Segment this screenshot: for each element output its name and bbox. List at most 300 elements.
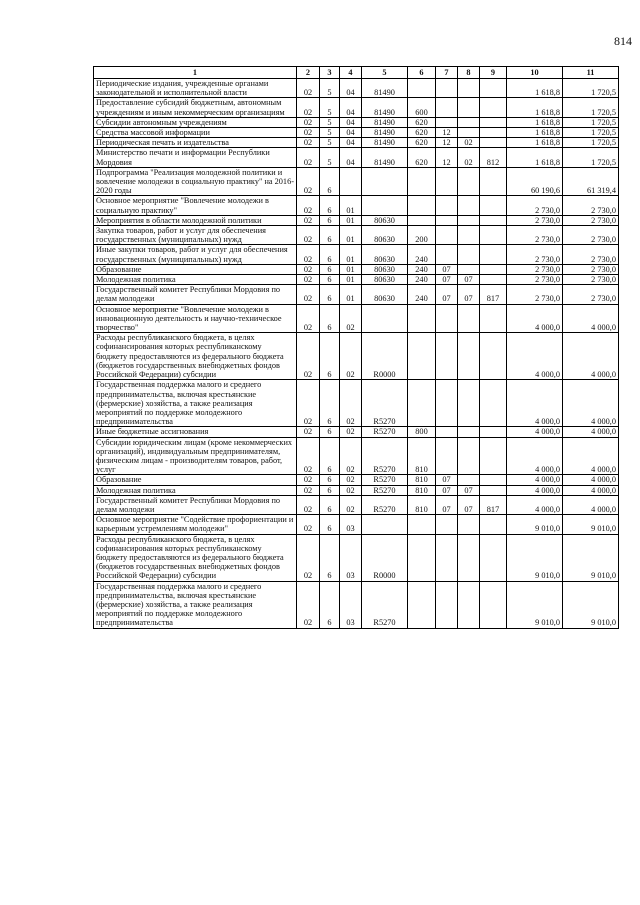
- code-cell: 600: [408, 98, 436, 117]
- code-cell: 02: [297, 275, 320, 285]
- code-cell: 02: [340, 380, 362, 427]
- code-cell: [408, 304, 436, 333]
- amount-cell: 4 000,0: [507, 304, 563, 333]
- code-cell: 01: [340, 285, 362, 304]
- code-cell: [458, 226, 480, 245]
- name-cell: Мероприятия в области молодежной политики: [94, 215, 297, 225]
- amount-cell: 2 730,0: [507, 215, 563, 225]
- amount-cell: 61 319,4: [563, 167, 619, 196]
- code-cell: [436, 304, 458, 333]
- table-row: [94, 333, 619, 380]
- amount-cell: 9 010,0: [507, 515, 563, 534]
- code-cell: 81490: [362, 117, 408, 127]
- code-cell: 810: [408, 437, 436, 475]
- code-cell: [480, 226, 507, 245]
- name-cell: Основное мероприятие "Вовлечение молодежи в инновационную деятельность и научно-техническое творчество": [94, 304, 297, 333]
- code-cell: [458, 581, 480, 628]
- code-cell: [436, 427, 458, 437]
- code-cell: 12: [436, 138, 458, 148]
- code-cell: 02: [458, 148, 480, 167]
- table-row: [94, 215, 619, 225]
- code-cell: 81490: [362, 138, 408, 148]
- code-cell: 02: [297, 167, 320, 196]
- table-row: [94, 380, 619, 427]
- code-cell: [458, 534, 480, 581]
- code-cell: 02: [297, 79, 320, 98]
- code-cell: 02: [297, 245, 320, 264]
- code-cell: [408, 380, 436, 427]
- name-cell: Министерство печати и информации Республики Мордовия: [94, 148, 297, 167]
- code-cell: 620: [408, 148, 436, 167]
- code-cell: 02: [297, 437, 320, 475]
- code-cell: [436, 534, 458, 581]
- name-cell: Государственная поддержка малого и среднего предпринимательства, включая крестьянские (фермерские) хозяйства, а также реализация мероприятий по поддержке молодежного предпринимательства: [94, 581, 297, 628]
- code-cell: 6: [320, 264, 340, 274]
- code-cell: [340, 167, 362, 196]
- code-cell: [436, 515, 458, 534]
- code-cell: 5: [320, 128, 340, 138]
- header-cell: 11: [563, 67, 619, 79]
- code-cell: 01: [340, 245, 362, 264]
- code-cell: 6: [320, 333, 340, 380]
- table-row: [94, 98, 619, 117]
- code-cell: [480, 515, 507, 534]
- amount-cell: 2 730,0: [563, 215, 619, 225]
- amount-cell: 4 000,0: [507, 485, 563, 495]
- code-cell: [480, 245, 507, 264]
- code-cell: 02: [297, 128, 320, 138]
- code-cell: 12: [436, 148, 458, 167]
- header-cell: 1: [94, 67, 297, 79]
- code-cell: 02: [297, 264, 320, 274]
- name-cell: Государственный комитет Республики Мордовия по делам молодежи: [94, 285, 297, 304]
- name-cell: Средства массовой информации: [94, 128, 297, 138]
- code-cell: [408, 215, 436, 225]
- code-cell: [480, 275, 507, 285]
- code-cell: [458, 304, 480, 333]
- code-cell: 6: [320, 304, 340, 333]
- code-cell: 5: [320, 79, 340, 98]
- code-cell: [408, 581, 436, 628]
- name-cell: Иные закупки товаров, работ и услуг для обеспечения государственных (муниципальных) нужд: [94, 245, 297, 264]
- header-cell: 6: [408, 67, 436, 79]
- code-cell: 02: [458, 138, 480, 148]
- code-cell: 04: [340, 128, 362, 138]
- header-cell: 3: [320, 67, 340, 79]
- amount-cell: 4 000,0: [563, 380, 619, 427]
- amount-cell: 1 720,5: [563, 98, 619, 117]
- code-cell: 02: [297, 138, 320, 148]
- amount-cell: 2 730,0: [507, 245, 563, 264]
- code-cell: 02: [297, 475, 320, 485]
- code-cell: 6: [320, 581, 340, 628]
- code-cell: [436, 79, 458, 98]
- header-cell: 5: [362, 67, 408, 79]
- code-cell: 02: [297, 485, 320, 495]
- code-cell: 04: [340, 148, 362, 167]
- code-cell: 240: [408, 245, 436, 264]
- amount-cell: 9 010,0: [563, 534, 619, 581]
- code-cell: R5270: [362, 380, 408, 427]
- code-cell: 07: [436, 485, 458, 495]
- code-cell: [436, 333, 458, 380]
- table-row: [94, 148, 619, 167]
- amount-cell: 2 730,0: [563, 285, 619, 304]
- code-cell: 02: [297, 333, 320, 380]
- amount-cell: 1 618,8: [507, 128, 563, 138]
- table-row: [94, 167, 619, 196]
- amount-cell: 9 010,0: [507, 581, 563, 628]
- code-cell: [480, 98, 507, 117]
- code-cell: [362, 167, 408, 196]
- code-cell: 817: [480, 495, 507, 514]
- code-cell: [458, 437, 480, 475]
- code-cell: 80630: [362, 285, 408, 304]
- amount-cell: 1 720,5: [563, 138, 619, 148]
- amount-cell: 2 730,0: [507, 264, 563, 274]
- amount-cell: 4 000,0: [507, 333, 563, 380]
- amount-cell: 2 730,0: [563, 226, 619, 245]
- code-cell: [458, 475, 480, 485]
- amount-cell: 4 000,0: [563, 333, 619, 380]
- code-cell: R0000: [362, 534, 408, 581]
- amount-cell: 1 618,8: [507, 138, 563, 148]
- code-cell: [480, 427, 507, 437]
- code-cell: [436, 437, 458, 475]
- name-cell: Периодические издания, учрежденные органами законодательной и исполнительной власти: [94, 79, 297, 98]
- code-cell: 6: [320, 285, 340, 304]
- table-row: [94, 196, 619, 215]
- code-cell: [480, 333, 507, 380]
- code-cell: 02: [297, 427, 320, 437]
- table-row: [94, 515, 619, 534]
- code-cell: [362, 304, 408, 333]
- code-cell: [480, 79, 507, 98]
- amount-cell: 9 010,0: [563, 515, 619, 534]
- code-cell: [436, 117, 458, 127]
- code-cell: 02: [297, 495, 320, 514]
- table-row: [94, 437, 619, 475]
- header-cell: 2: [297, 67, 320, 79]
- code-cell: 01: [340, 226, 362, 245]
- code-cell: [480, 581, 507, 628]
- amount-cell: 1 618,8: [507, 79, 563, 98]
- code-cell: 02: [297, 515, 320, 534]
- amount-cell: 2 730,0: [507, 226, 563, 245]
- amount-cell: 2 730,0: [563, 196, 619, 215]
- code-cell: 6: [320, 380, 340, 427]
- code-cell: [362, 196, 408, 215]
- code-cell: [480, 264, 507, 274]
- code-cell: 6: [320, 196, 340, 215]
- budget-table-body: [94, 79, 619, 629]
- code-cell: 240: [408, 285, 436, 304]
- code-cell: 810: [408, 495, 436, 514]
- code-cell: 02: [297, 534, 320, 581]
- code-cell: [458, 515, 480, 534]
- header-cell: 7: [436, 67, 458, 79]
- code-cell: 5: [320, 148, 340, 167]
- code-cell: [436, 581, 458, 628]
- code-cell: 5: [320, 117, 340, 127]
- code-cell: 810: [408, 485, 436, 495]
- code-cell: 812: [480, 148, 507, 167]
- code-cell: R0000: [362, 333, 408, 380]
- code-cell: [480, 167, 507, 196]
- code-cell: 80630: [362, 264, 408, 274]
- code-cell: [458, 167, 480, 196]
- code-cell: [458, 215, 480, 225]
- table-row: [94, 285, 619, 304]
- code-cell: 12: [436, 128, 458, 138]
- code-cell: 02: [297, 148, 320, 167]
- code-cell: 07: [436, 475, 458, 485]
- code-cell: 07: [436, 495, 458, 514]
- table-row: [94, 581, 619, 628]
- name-cell: Государственный комитет Республики Мордовия по делам молодежи: [94, 495, 297, 514]
- amount-cell: 1 720,5: [563, 117, 619, 127]
- amount-cell: 9 010,0: [563, 581, 619, 628]
- code-cell: 03: [340, 534, 362, 581]
- code-cell: 02: [340, 485, 362, 495]
- code-cell: 240: [408, 264, 436, 274]
- code-cell: [436, 245, 458, 264]
- amount-cell: 2 730,0: [563, 275, 619, 285]
- header-cell: 9: [480, 67, 507, 79]
- code-cell: 01: [340, 264, 362, 274]
- code-cell: 01: [340, 196, 362, 215]
- amount-cell: 4 000,0: [563, 475, 619, 485]
- name-cell: Закупка товаров, работ и услуг для обеспечения государственных (муниципальных) нужд: [94, 226, 297, 245]
- code-cell: 620: [408, 117, 436, 127]
- name-cell: Предоставление субсидий бюджетным, автономным учреждениям и иным некоммерческим организациям: [94, 98, 297, 117]
- code-cell: 07: [436, 264, 458, 274]
- code-cell: 81490: [362, 148, 408, 167]
- table-row: [94, 138, 619, 148]
- name-cell: Расходы республиканского бюджета, в целях софинансирования которых республиканскому бюджету предоставляются из федерального бюджета (бюджетов государственных внебюджетных фондов Российской Федерации) субсидии: [94, 534, 297, 581]
- code-cell: 6: [320, 534, 340, 581]
- name-cell: Образование: [94, 475, 297, 485]
- code-cell: [458, 128, 480, 138]
- table-row: [94, 117, 619, 127]
- amount-cell: 1 618,8: [507, 117, 563, 127]
- budget-table: [93, 66, 619, 629]
- code-cell: [458, 117, 480, 127]
- code-cell: 6: [320, 485, 340, 495]
- code-cell: [480, 304, 507, 333]
- table-row: [94, 475, 619, 485]
- code-cell: 620: [408, 128, 436, 138]
- code-cell: 04: [340, 98, 362, 117]
- code-cell: 6: [320, 437, 340, 475]
- code-cell: 02: [297, 304, 320, 333]
- code-cell: 6: [320, 245, 340, 264]
- table-row: [94, 128, 619, 138]
- code-cell: 01: [340, 215, 362, 225]
- name-cell: Субсидии юридическим лицам (кроме некоммерческих организаций), индивидуальным предпринимателям, физическим лицам - производителям товаров, работ, услуг: [94, 437, 297, 475]
- code-cell: 6: [320, 167, 340, 196]
- code-cell: [436, 380, 458, 427]
- code-cell: 02: [297, 226, 320, 245]
- table-row: [94, 495, 619, 514]
- code-cell: [480, 215, 507, 225]
- code-cell: [480, 380, 507, 427]
- amount-cell: 4 000,0: [507, 495, 563, 514]
- code-cell: [458, 98, 480, 117]
- code-cell: 07: [458, 495, 480, 514]
- code-cell: 03: [340, 515, 362, 534]
- code-cell: [480, 475, 507, 485]
- code-cell: 6: [320, 427, 340, 437]
- code-cell: 81490: [362, 128, 408, 138]
- name-cell: Основное мероприятие "Содействие профориентации и карьерным устремлениям молодежи": [94, 515, 297, 534]
- table-row: [94, 485, 619, 495]
- code-cell: 04: [340, 79, 362, 98]
- code-cell: [436, 215, 458, 225]
- name-cell: Основное мероприятие "Вовлечение молодежи в социальную практику": [94, 196, 297, 215]
- name-cell: Образование: [94, 264, 297, 274]
- code-cell: R5270: [362, 485, 408, 495]
- code-cell: [408, 167, 436, 196]
- code-cell: [408, 534, 436, 581]
- code-cell: [458, 333, 480, 380]
- name-cell: Молодежная политика: [94, 275, 297, 285]
- code-cell: 810: [408, 475, 436, 485]
- code-cell: 6: [320, 226, 340, 245]
- code-cell: 07: [458, 485, 480, 495]
- code-cell: 80630: [362, 245, 408, 264]
- code-cell: 80630: [362, 226, 408, 245]
- amount-cell: 4 000,0: [507, 475, 563, 485]
- code-cell: R5270: [362, 495, 408, 514]
- code-cell: [408, 196, 436, 215]
- code-cell: 6: [320, 495, 340, 514]
- code-cell: 6: [320, 475, 340, 485]
- code-cell: [408, 515, 436, 534]
- code-cell: 02: [340, 495, 362, 514]
- code-cell: R5270: [362, 475, 408, 485]
- amount-cell: 1 618,8: [507, 98, 563, 117]
- table-row: [94, 534, 619, 581]
- code-cell: [436, 167, 458, 196]
- amount-cell: 1 720,5: [563, 79, 619, 98]
- code-cell: 6: [320, 275, 340, 285]
- code-cell: 817: [480, 285, 507, 304]
- code-cell: 240: [408, 275, 436, 285]
- code-cell: 07: [436, 285, 458, 304]
- code-cell: 02: [297, 581, 320, 628]
- code-cell: R5270: [362, 427, 408, 437]
- amount-cell: 4 000,0: [563, 427, 619, 437]
- table-row: [94, 264, 619, 274]
- header-row: [94, 67, 619, 79]
- amount-cell: 60 190,6: [507, 167, 563, 196]
- code-cell: 02: [340, 304, 362, 333]
- header-cell: 10: [507, 67, 563, 79]
- code-cell: 02: [297, 98, 320, 117]
- code-cell: 02: [297, 285, 320, 304]
- code-cell: 02: [297, 215, 320, 225]
- table-row: [94, 304, 619, 333]
- table-row: [94, 226, 619, 245]
- name-cell: Иные бюджетные ассигнования: [94, 427, 297, 437]
- code-cell: 200: [408, 226, 436, 245]
- amount-cell: 9 010,0: [507, 534, 563, 581]
- code-cell: 04: [340, 117, 362, 127]
- code-cell: 80630: [362, 275, 408, 285]
- page-number: 814: [614, 34, 632, 48]
- code-cell: [480, 437, 507, 475]
- code-cell: [480, 117, 507, 127]
- amount-cell: 4 000,0: [563, 495, 619, 514]
- code-cell: 02: [340, 437, 362, 475]
- amount-cell: 2 730,0: [507, 285, 563, 304]
- amount-cell: 4 000,0: [563, 437, 619, 475]
- header-cell: 8: [458, 67, 480, 79]
- code-cell: [458, 79, 480, 98]
- code-cell: 02: [297, 196, 320, 215]
- header-cell: 4: [340, 67, 362, 79]
- table-row: [94, 79, 619, 98]
- code-cell: [480, 534, 507, 581]
- code-cell: [458, 245, 480, 264]
- code-cell: 6: [320, 515, 340, 534]
- code-cell: [458, 196, 480, 215]
- code-cell: 5: [320, 98, 340, 117]
- code-cell: [436, 226, 458, 245]
- amount-cell: 4 000,0: [507, 380, 563, 427]
- name-cell: Молодежная политика: [94, 485, 297, 495]
- code-cell: [480, 138, 507, 148]
- code-cell: [458, 264, 480, 274]
- code-cell: [480, 196, 507, 215]
- code-cell: [480, 485, 507, 495]
- code-cell: 04: [340, 138, 362, 148]
- code-cell: [436, 98, 458, 117]
- name-cell: Расходы республиканского бюджета, в целях софинансирования которых республиканскому бюджету предоставляются из федерального бюджета (бюджетов государственных внебюджетных фондов Российской Федерации) субсидии: [94, 333, 297, 380]
- amount-cell: 2 730,0: [507, 196, 563, 215]
- name-cell: Подпрограмма "Реализация молодежной политики и вовлечение молодежи в социальную практику" на 2016-2020 годы: [94, 167, 297, 196]
- name-cell: Субсидии автономным учреждениям: [94, 117, 297, 127]
- code-cell: [436, 196, 458, 215]
- code-cell: 02: [297, 380, 320, 427]
- code-cell: [408, 79, 436, 98]
- code-cell: 800: [408, 427, 436, 437]
- code-cell: 07: [458, 285, 480, 304]
- table-row: [94, 245, 619, 264]
- code-cell: 80630: [362, 215, 408, 225]
- code-cell: 07: [436, 275, 458, 285]
- code-cell: 03: [340, 581, 362, 628]
- amount-cell: 4 000,0: [563, 485, 619, 495]
- code-cell: 02: [340, 333, 362, 380]
- amount-cell: 1 720,5: [563, 128, 619, 138]
- code-cell: 5: [320, 138, 340, 148]
- name-cell: Государственная поддержка малого и среднего предпринимательства, включая крестьянские (фермерские) хозяйства, а также реализация мероприятий по поддержке молодежного предпринимательства: [94, 380, 297, 427]
- table-row: [94, 275, 619, 285]
- code-cell: 6: [320, 215, 340, 225]
- name-cell: Периодическая печать и издательства: [94, 138, 297, 148]
- code-cell: R5270: [362, 437, 408, 475]
- amount-cell: 4 000,0: [507, 437, 563, 475]
- code-cell: [458, 427, 480, 437]
- amount-cell: 2 730,0: [507, 275, 563, 285]
- amount-cell: 4 000,0: [507, 427, 563, 437]
- code-cell: 02: [297, 117, 320, 127]
- code-cell: 02: [340, 475, 362, 485]
- code-cell: 01: [340, 275, 362, 285]
- code-cell: 07: [458, 275, 480, 285]
